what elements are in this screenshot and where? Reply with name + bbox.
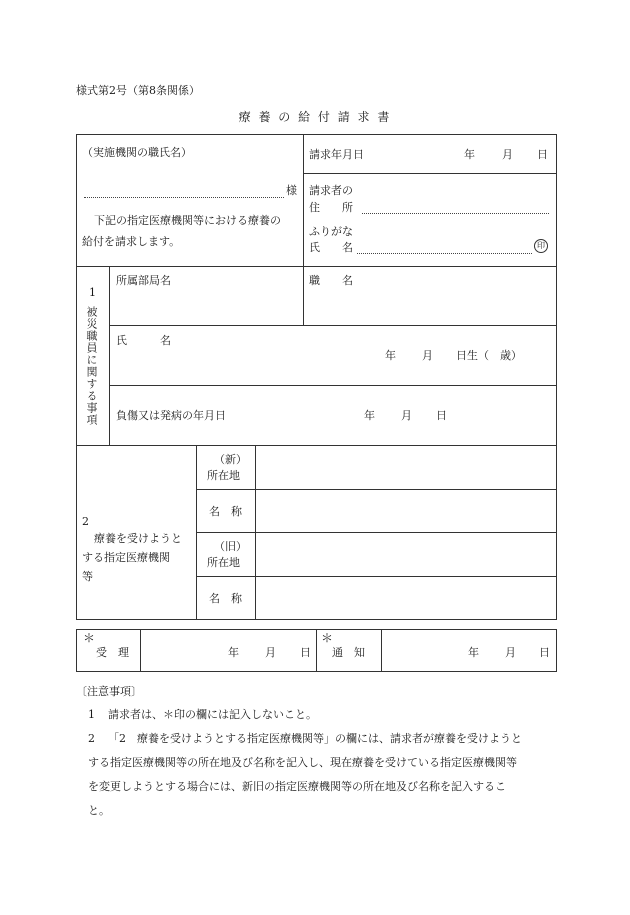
section2-row3-bottom	[196, 576, 557, 577]
top-section-bottom	[76, 266, 557, 267]
request-date-label: 請求年月日	[309, 148, 364, 161]
section2-row2-bottom	[196, 532, 557, 533]
received-day: 日	[300, 646, 311, 659]
request-date-month: 月	[502, 148, 513, 161]
section1-label-divider	[109, 266, 110, 445]
new-location-label: 所在地	[207, 469, 240, 482]
injury-date-day: 日	[436, 409, 447, 422]
section2-label-line3: 等	[82, 570, 93, 583]
injury-date-year: 年	[364, 409, 375, 422]
notes-heading: 〔注意事項〕	[76, 685, 142, 698]
notify-month: 月	[505, 646, 516, 659]
notify-label: 通 知	[332, 646, 365, 659]
section2-label-line1: 療養を受けようと	[94, 532, 182, 545]
victim-name-label: 氏 名	[116, 334, 171, 347]
requester-name-label: 氏 名	[309, 241, 353, 254]
injury-date-month: 月	[401, 409, 412, 422]
note1-text: 請求者は、＊印の欄には記入しないこと。	[108, 708, 317, 721]
request-date-year: 年	[464, 148, 475, 161]
institution-head-label: （実施機関の職氏名）	[82, 146, 192, 159]
section1-title: 被災職員に関する事項	[85, 306, 98, 426]
sama-label: 様	[286, 184, 297, 197]
section2-row1-bottom	[196, 489, 557, 490]
notify-day: 日	[539, 646, 550, 659]
office-row-divider1	[140, 629, 141, 672]
received-label: 受 理	[96, 646, 129, 659]
date-row-divider	[303, 173, 557, 174]
position-label: 職 名	[309, 274, 353, 287]
birth-month: 月	[422, 349, 433, 362]
notify-asterisk: ＊	[321, 631, 334, 645]
request-date-day: 日	[537, 148, 548, 161]
furigana-label: ふりがな	[309, 225, 353, 238]
note1-number: 1	[88, 708, 95, 721]
note2-line2: する指定医療機関等の所在地及び名称を記入し、現在療養を受けている指定医療機関等	[88, 756, 517, 769]
age-label: 歳）	[500, 349, 522, 362]
address-field[interactable]	[362, 213, 549, 214]
birth-day: 日生（	[456, 349, 489, 362]
received-asterisk: ＊	[83, 631, 96, 645]
section2-label-line2: する指定医療機関	[82, 551, 170, 564]
note2-number: 2	[88, 732, 95, 745]
note2-line4: と。	[88, 804, 110, 817]
top-divider	[303, 134, 304, 266]
form-number: 様式第2号（第8条関係）	[76, 84, 200, 97]
section1-bottom	[76, 445, 557, 446]
new-mark: （新）	[214, 453, 247, 466]
old-name-label: 名 称	[209, 592, 242, 605]
dept-label: 所属部局名	[116, 274, 171, 287]
request-text-line2: 給付を請求します。	[82, 235, 181, 248]
notify-year: 年	[468, 646, 479, 659]
address-label: 住 所	[309, 201, 353, 214]
section1-row2-bottom	[109, 385, 557, 386]
section1-row1-bottom	[109, 325, 557, 326]
birth-year: 年	[385, 349, 396, 362]
institution-head-field[interactable]	[84, 197, 284, 198]
requester-name-field[interactable]	[357, 253, 532, 254]
old-mark: （旧）	[214, 540, 247, 553]
injury-date-label: 負傷又は発病の年月日	[116, 409, 226, 422]
dept-position-divider	[303, 266, 304, 325]
request-text-line1: 下記の指定医療機関等における療養の	[94, 214, 281, 227]
seal-mark: 印	[534, 239, 548, 253]
note2-line3: を変更しようとする場合には、新旧の指定医療機関等の所在地及び名称を記入するこ	[88, 780, 506, 793]
office-row-divider2	[316, 629, 317, 672]
requester-label: 請求者の	[309, 184, 353, 197]
old-location-label: 所在地	[207, 556, 240, 569]
received-month: 月	[265, 646, 276, 659]
section1-number: 1	[89, 286, 96, 299]
received-year: 年	[228, 646, 239, 659]
new-name-label: 名 称	[209, 505, 242, 518]
note2-line1: 「2 療養を受けようとする指定医療機関等」の欄には、請求者が療養を受けようと	[108, 732, 522, 745]
office-row-divider3	[381, 629, 382, 672]
page-title: 療 養 の 給 付 請 求 書	[238, 110, 392, 124]
section2-number: 2	[82, 515, 89, 528]
